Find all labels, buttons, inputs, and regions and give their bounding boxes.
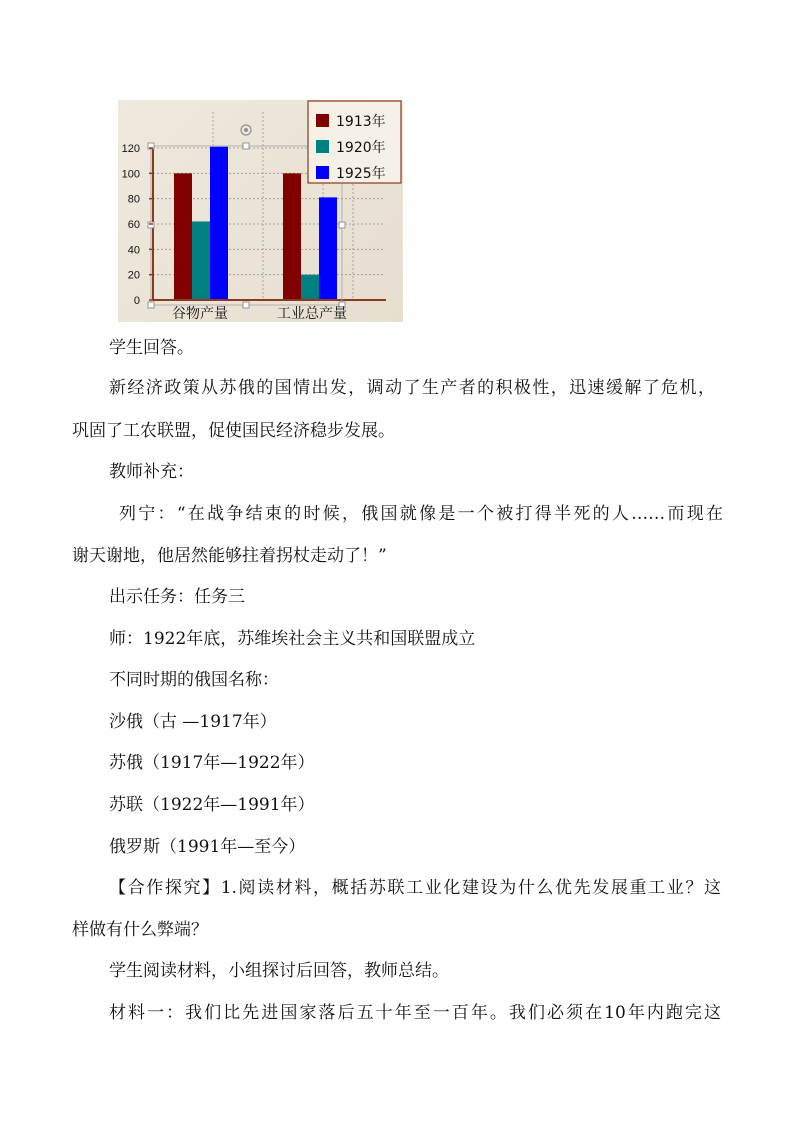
chart-svg bbox=[118, 100, 403, 322]
legend-label-1: 1920年 bbox=[336, 140, 386, 156]
y-tick-label-60: 60 bbox=[127, 219, 140, 231]
x-category-label-1: 工业总产量 bbox=[277, 306, 347, 322]
para-nep-line1: 新经济政策从苏俄的国情出发，调动了生产者的积极性，迅速缓解了危机， bbox=[109, 378, 715, 398]
para-lenin-quote-line2: 谢天谢地，他居然能够拄着拐杖走动了！” bbox=[72, 546, 387, 566]
para-student-reading: 学生阅读材料，小组探讨后回答，教师总结。 bbox=[109, 961, 449, 981]
bar-chart bbox=[118, 100, 403, 322]
para-task-three: 出示任务：任务三 bbox=[109, 587, 245, 607]
bar-1-0 bbox=[283, 173, 301, 300]
rotate-handle-dot bbox=[244, 128, 248, 132]
selection-handle-3 bbox=[148, 222, 154, 228]
legend-label-2: 1925年 bbox=[336, 166, 386, 182]
x-category-label-0: 谷物产量 bbox=[172, 306, 228, 322]
legend-swatch-1 bbox=[316, 140, 329, 153]
para-cooperative-inquiry-line2: 样做有什么弊端？ bbox=[72, 920, 208, 940]
selection-handle-4 bbox=[339, 222, 345, 228]
para-tsarist-russia: 沙俄（古 —1917年） bbox=[109, 712, 277, 732]
chart-categories bbox=[172, 305, 347, 322]
y-tick-label-80: 80 bbox=[127, 193, 140, 206]
bar-1-2 bbox=[319, 197, 337, 300]
legend-swatch-2 bbox=[316, 166, 329, 179]
y-tick-label-0: 0 bbox=[133, 295, 140, 307]
para-cooperative-inquiry-line1: 【合作探究】1.阅读材料，概括苏联工业化建设为什么优先发展重工业？这 bbox=[109, 878, 721, 898]
y-tick-label-20: 20 bbox=[127, 269, 140, 282]
bar-0-2 bbox=[210, 147, 228, 300]
bar-0-1 bbox=[192, 221, 210, 300]
para-material-one: 材料一：我们比先进国家落后五十年至一百年。我们必须在10年内跑完这 bbox=[109, 1003, 721, 1023]
y-tick-label-100: 100 bbox=[121, 168, 140, 181]
para-student-answer: 学生回答。 bbox=[109, 338, 194, 358]
para-russia: 俄罗斯（1991年—至今） bbox=[109, 837, 306, 857]
bar-0-0 bbox=[174, 173, 192, 300]
para-lenin-quote-line1: 列宁：“在战争结束的时候，俄国就像是一个被打得半死的人……而现在 bbox=[119, 504, 723, 524]
para-teacher-supplement: 教师补充： bbox=[109, 462, 194, 482]
selection-handle-1 bbox=[243, 143, 249, 149]
y-tick-label-40: 40 bbox=[127, 244, 140, 257]
selection-handle-6 bbox=[243, 302, 249, 308]
para-soviet-russia: 苏俄（1917年—1922年） bbox=[109, 753, 315, 773]
bar-1-1 bbox=[301, 275, 319, 300]
legend-swatch-0 bbox=[316, 114, 329, 127]
legend-label-0: 1913年 bbox=[336, 114, 386, 130]
y-tick-label-120: 120 bbox=[121, 143, 140, 155]
para-nep-line2: 巩固了工农联盟，促使国民经济稳步发展。 bbox=[72, 421, 395, 441]
selection-handle-5 bbox=[148, 302, 154, 308]
para-soviet-union: 苏联（1922年—1991年） bbox=[109, 795, 315, 815]
para-names-intro: 不同时期的俄国名称： bbox=[109, 670, 279, 690]
chart-legend bbox=[308, 101, 401, 183]
para-ussr-founded: 师：1922年底，苏维埃社会主义共和国联盟成立 bbox=[109, 629, 476, 649]
